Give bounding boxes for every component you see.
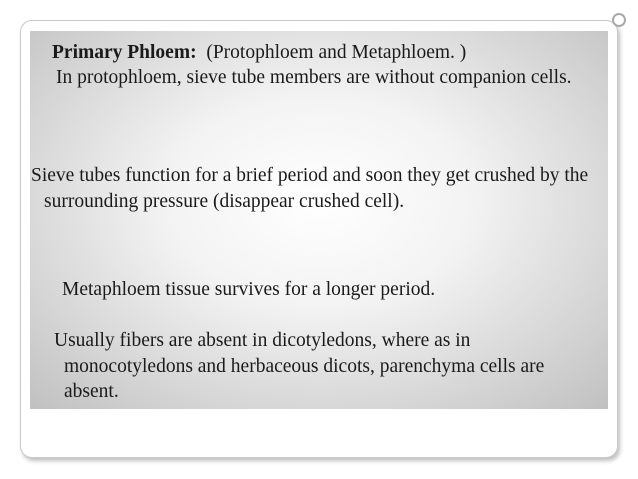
paragraph-fibers: Usually fibers are absent in dicotyledons, where as in monocotyledons and herbaceous dicots, parenchyma cells are absent.: [54, 330, 545, 402]
paragraph-metaphloem: Metaphloem tissue survives for a longer period.: [62, 279, 436, 300]
corner-circle-decoration: [612, 13, 626, 27]
heading-line: [30, 40, 600, 66]
paragraph-sieve-tubes: Sieve tubes function for a brief period and soon they get crushed by the surrounding pressure (disappear crushed cell).: [31, 165, 589, 212]
slide-content-box: [30, 31, 608, 409]
heading-detail: (Protophloem and Metaphloem. ): [206, 42, 467, 63]
paragraph-protophloem: In protophloem, sieve tube members are without companion cells.: [56, 67, 572, 88]
heading-title: Primary Phloem:: [52, 42, 197, 63]
